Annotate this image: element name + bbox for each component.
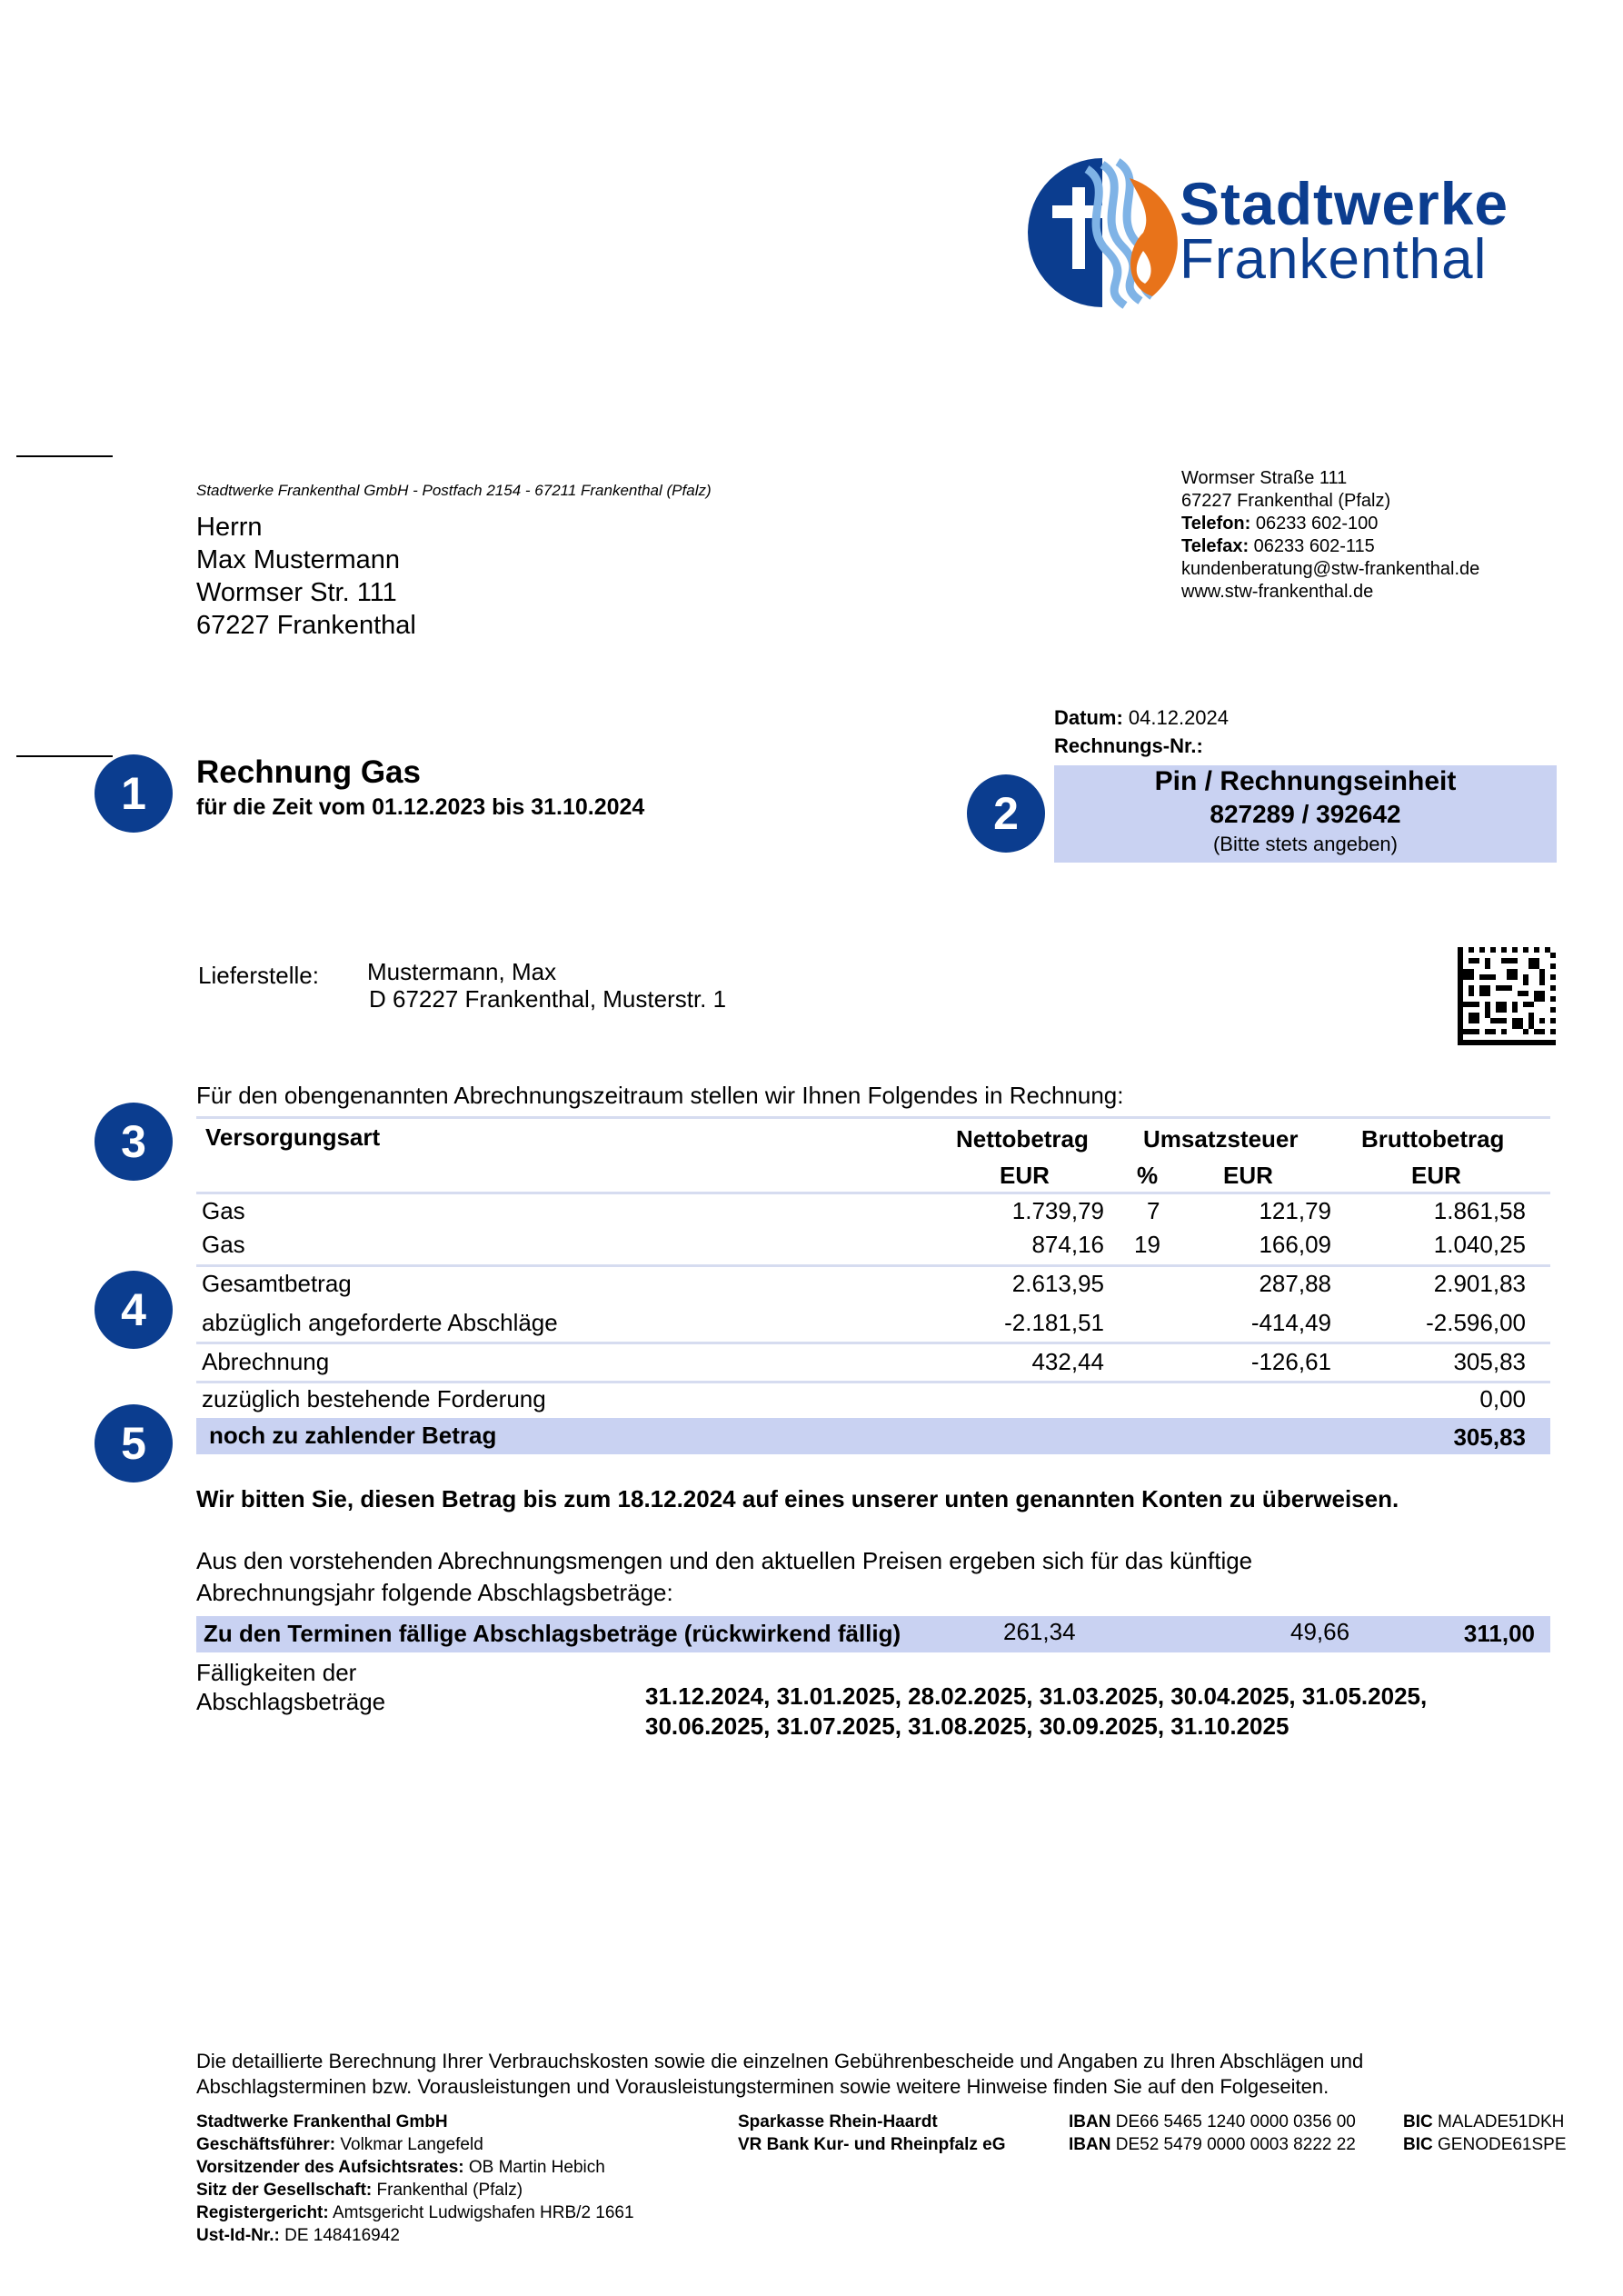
fax-value: 06233 602-115: [1253, 536, 1375, 556]
table-row-label: Gas: [202, 1231, 245, 1258]
table-row-net: 432,44: [1031, 1348, 1104, 1375]
table-row-vat: -126,61: [1250, 1348, 1331, 1375]
iban-value: DE66 5465 1240 0000 0356 00: [1115, 2112, 1356, 2131]
delivery-name: Mustermann, Max: [367, 958, 557, 985]
bank-iban: [1069, 2111, 1356, 2133]
bank-name: VR Bank Kur- und Rheinpfalz eG: [738, 2135, 1006, 2154]
footer-register: [196, 2201, 634, 2224]
pin-box: [1054, 765, 1557, 863]
date-label: Datum:: [1054, 706, 1123, 729]
date-value: 04.12.2024: [1128, 706, 1230, 729]
payment-note: Wir bitten Sie, diesen Betrag bis zum 18.12.2024 auf eines unserer unten genannten Konten zu überweisen.: [196, 1485, 1399, 1512]
footer-company-info: [196, 2111, 634, 2247]
sender-line: Stadtwerke Frankenthal GmbH - Postfach 2154 - 67211 Frankenthal (Pfalz): [196, 482, 712, 499]
pin-label: Pin / Rechnungseinheit: [1154, 766, 1457, 796]
badge-2: 2: [967, 774, 1045, 853]
seat-value: Frankenthal (Pfalz): [376, 2181, 523, 2200]
pin-value: 827289 / 392642: [1210, 800, 1401, 828]
table-row-pct: 7: [1147, 1197, 1160, 1224]
badge-1: 1: [95, 754, 173, 833]
table-row-vat: 121,79: [1259, 1197, 1331, 1224]
footer-note: [196, 2049, 1363, 2100]
future-para-line2: Abrechnungsjahr folgende Abschlagsbeträge:: [196, 1579, 673, 1606]
delivery-label: Lieferstelle:: [198, 962, 319, 989]
contact-phone: [1181, 513, 1479, 535]
phone-label: Telefon:: [1181, 514, 1251, 534]
logo-text-line2: Frankenthal: [1180, 228, 1488, 291]
header-type: Versorgungsart: [205, 1123, 381, 1151]
phone-value: 06233 602-100: [1255, 514, 1379, 534]
table-row-net: 874,16: [1031, 1231, 1104, 1258]
contact-web[interactable]: www.stw-frankenthal.de: [1181, 582, 1374, 602]
contact-fax: [1181, 535, 1479, 558]
badge-3: 3: [95, 1103, 173, 1181]
vat-label: Ust-Id-Nr.:: [196, 2226, 280, 2245]
fax-label: Telefax:: [1181, 536, 1250, 556]
contact-street: Wormser Straße 111: [1181, 468, 1348, 488]
total-gross: 305,83: [1453, 1423, 1526, 1451]
bank-name: Sparkasse Rhein-Haardt: [738, 2112, 938, 2131]
company-logo: [1016, 151, 1561, 314]
footer-note-line1: Die detaillierte Berechnung Ihrer Verbrauchskosten sowie die einzelnen Gebührenbescheide und Angaben zu Ihren Abschlägen und: [196, 2050, 1364, 2072]
due-dates: [645, 1682, 1427, 1742]
ceo-value: Volkmar Langefeld: [340, 2135, 483, 2154]
bic-value: GENODE61SPE: [1438, 2135, 1567, 2154]
footer-vat: [196, 2224, 634, 2247]
table-row-gross: 0,00: [1479, 1385, 1526, 1413]
logo-text-line1: Stadtwerke: [1180, 170, 1509, 237]
table-row-gross: -2.596,00: [1426, 1309, 1526, 1336]
board-value: OB Martin Hebich: [468, 2158, 605, 2177]
table-divider: [196, 1116, 1550, 1119]
installment-gross: 311,00: [1463, 1620, 1535, 1647]
fold-mark-top: [16, 455, 113, 457]
subheader-net: EUR: [1000, 1162, 1050, 1189]
fold-mark-middle: [16, 755, 113, 757]
delivery-value: [367, 958, 726, 1013]
footer-board: [196, 2156, 634, 2179]
contact-city: 67227 Frankenthal (Pfalz): [1181, 491, 1391, 511]
table-divider: [196, 1264, 1550, 1267]
table-row-vat: 287,88: [1259, 1270, 1331, 1297]
register-value: Amtsgericht Ludwigshafen HRB/2 1661: [332, 2203, 634, 2222]
table-row-net: 1.739,79: [1011, 1197, 1104, 1224]
bank-bic: [1403, 2133, 1567, 2156]
table-row-vat: -414,49: [1250, 1309, 1331, 1336]
table-row-gross: 2.901,83: [1433, 1270, 1526, 1297]
table-row-label: Gas: [202, 1197, 245, 1224]
header-net: Nettobetrag: [956, 1125, 1089, 1153]
footer-company: Stadtwerke Frankenthal GmbH: [196, 2112, 448, 2131]
table-row-pct: 19: [1134, 1231, 1160, 1258]
contact-block: [1181, 467, 1479, 604]
bic-value: MALADE51DKH: [1438, 2112, 1565, 2131]
future-para-line1: Aus den vorstehenden Abrechnungsmengen und den aktuellen Preisen ergeben sich für das künftige: [196, 1547, 1253, 1574]
recipient-salutation: Herrn: [196, 513, 263, 542]
table-row-label: abzüglich angeforderte Abschläge: [202, 1309, 558, 1336]
installment-net: 261,34: [1003, 1618, 1076, 1645]
bank-iban: [1069, 2133, 1356, 2156]
header-gross: Bruttobetrag: [1361, 1125, 1505, 1153]
footer-note-line2: Abschlagsterminen bzw. Vorausleistungen und Vorausleistungsterminen sowie weitere Hinweise finden Sie auf den Folgeseiten.: [196, 2075, 1329, 2098]
table-row-gross: 1.861,58: [1433, 1197, 1526, 1224]
table-intro: Für den obengenannten Abrechnungszeitraum stellen wir Ihnen Folgendes in Rechnung:: [196, 1082, 1124, 1109]
due-label-line2: Abschlagsbeträge: [196, 1688, 386, 1715]
table-row-net: 2.613,95: [1011, 1270, 1104, 1297]
bic-label: BIC: [1403, 2112, 1433, 2131]
vat-value: DE 148416942: [284, 2226, 400, 2245]
subheader-pct: %: [1137, 1162, 1159, 1189]
recipient-name: Max Mustermann: [196, 545, 401, 574]
contact-email[interactable]: kundenberatung@stw-frankenthal.de: [1181, 559, 1480, 579]
register-label: Registergericht:: [196, 2203, 329, 2222]
due-label-line1: Fälligkeiten der: [196, 1659, 357, 1686]
footer-seat: [196, 2179, 634, 2201]
recipient-city: 67227 Frankenthal: [196, 611, 416, 640]
table-divider: [196, 1342, 1550, 1344]
footer-bank-names: [738, 2111, 1006, 2156]
recipient-address: [196, 511, 416, 642]
invoice-number-label: Rechnungs-Nr.:: [1054, 734, 1203, 757]
bank-bic: [1403, 2111, 1567, 2133]
logo-mark-icon: [1016, 151, 1189, 314]
invoice-period: für die Zeit vom 01.12.2023 bis 31.10.2024: [196, 794, 645, 820]
table-row-label: Gesamtbetrag: [202, 1270, 352, 1297]
installment-vat: 49,66: [1290, 1618, 1350, 1645]
footer-bank-ibans: [1069, 2111, 1356, 2156]
subheader-gross: EUR: [1411, 1162, 1461, 1189]
table-row-gross: 1.040,25: [1433, 1231, 1526, 1258]
table-row-vat: 166,09: [1259, 1231, 1331, 1258]
subheader-vat: EUR: [1223, 1162, 1273, 1189]
recipient-street: Wormser Str. 111: [196, 578, 397, 607]
iban-value: DE52 5479 0000 0003 8222 22: [1115, 2135, 1356, 2154]
due-dates-line1: 31.12.2024, 31.01.2025, 28.02.2025, 31.03.2025, 30.04.2025, 31.05.2025,: [645, 1682, 1428, 1710]
pin-note: (Bitte stets angeben): [1212, 833, 1398, 855]
table-divider: [196, 1192, 1550, 1194]
footer-ceo: [196, 2133, 634, 2156]
table-row-label: zuzüglich bestehende Forderung: [202, 1385, 546, 1413]
table-row-label: Abrechnung: [202, 1348, 330, 1375]
datamatrix-code-icon: [1458, 947, 1556, 1045]
badge-5: 5: [95, 1404, 173, 1482]
due-dates-label: [196, 1658, 385, 1716]
ceo-label: Geschäftsführer:: [196, 2135, 336, 2154]
bic-label: BIC: [1403, 2135, 1433, 2154]
invoice-meta: [1054, 704, 1229, 760]
due-dates-line2: 30.06.2025, 31.07.2025, 31.08.2025, 30.09.2025, 31.10.2025: [645, 1712, 1289, 1740]
total-label: noch zu zahlender Betrag: [209, 1422, 497, 1449]
board-label: Vorsitzender des Aufsichtsrates:: [196, 2158, 464, 2177]
invoice-date: [1054, 704, 1229, 732]
header-vat: Umsatzsteuer: [1143, 1125, 1299, 1153]
installment-label: Zu den Terminen fällige Abschlagsbeträge (rückwirkend fällig): [204, 1620, 901, 1647]
badge-4: 4: [95, 1271, 173, 1349]
table-row-net: -2.181,51: [1004, 1309, 1104, 1336]
table-row-gross: 305,83: [1453, 1348, 1526, 1375]
table-divider: [196, 1381, 1550, 1383]
future-paragraph: [196, 1545, 1252, 1609]
iban-label: IBAN: [1069, 2135, 1111, 2154]
iban-label: IBAN: [1069, 2112, 1111, 2131]
seat-label: Sitz der Gesellschaft:: [196, 2181, 373, 2200]
delivery-address: D 67227 Frankenthal, Musterstr. 1: [369, 985, 727, 1013]
footer-bank-bics: [1403, 2111, 1567, 2156]
invoice-title: Rechnung Gas: [196, 754, 421, 790]
